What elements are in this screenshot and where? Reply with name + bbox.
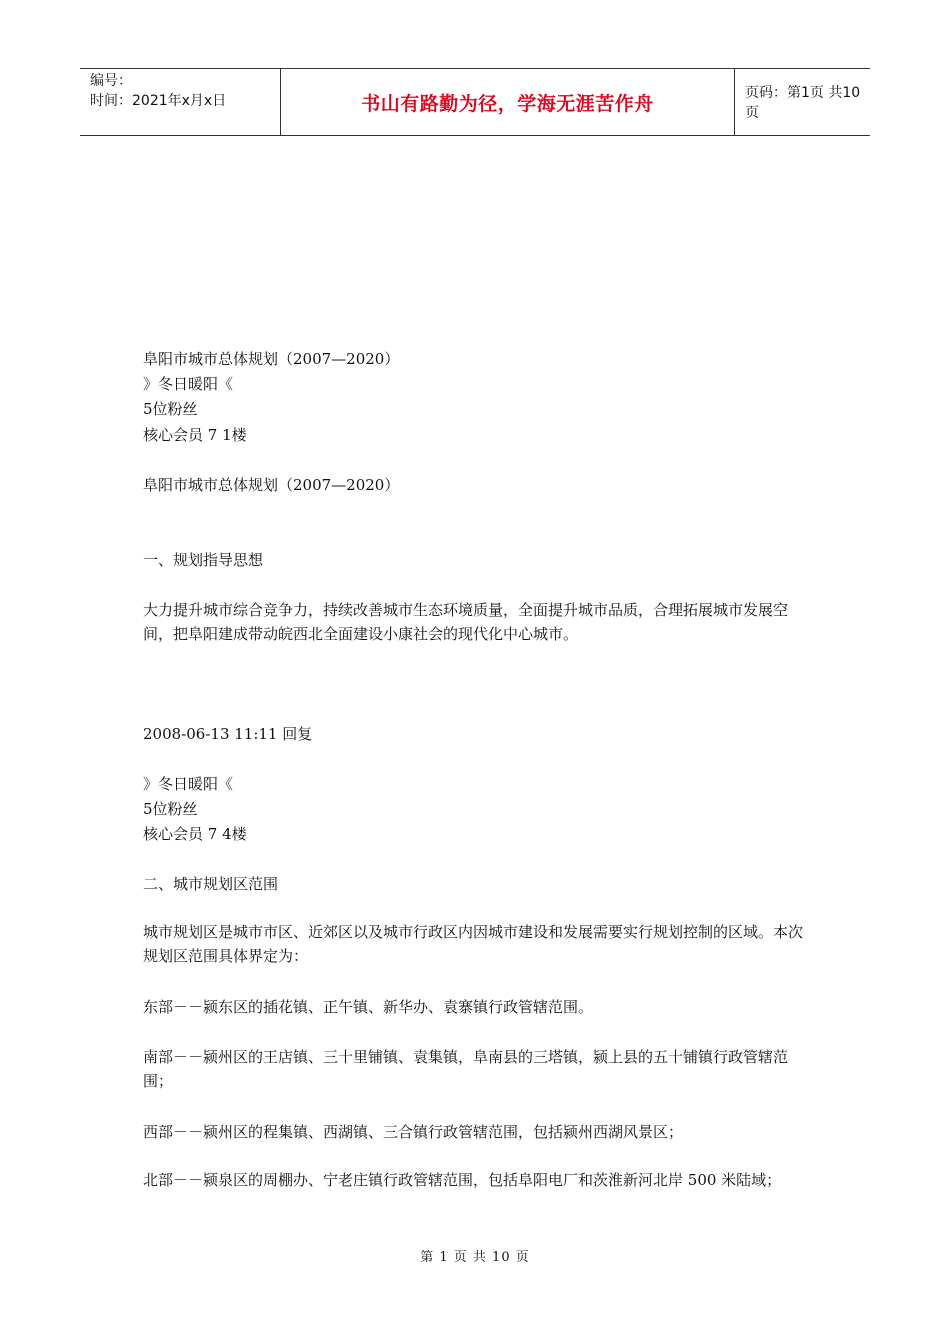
member-floor: 核心会员 7 4楼 xyxy=(143,825,247,843)
username: 》冬日暖阳《 xyxy=(143,775,234,793)
header-page-cell xyxy=(735,69,870,135)
paragraph-west: 西部－－颍州区的程集镇、西湖镇、三合镇行政管辖范围，包括颍州西湖风景区； xyxy=(143,1123,684,1141)
fans-count: 5位粉丝 xyxy=(143,400,198,418)
section-heading: 二、城市规划区范围 xyxy=(143,875,279,893)
paragraph-east: 东部－－颍东区的插花镇、正午镇、新华办、袁寨镇行政管辖范围。 xyxy=(143,998,594,1016)
header-meta-cell xyxy=(80,69,281,135)
fans-count: 5位粉丝 xyxy=(143,800,198,818)
paragraph-south: 南部－－颍州区的王店镇、三十里铺镇、袁集镇，阜南县的三塔镇，颍上县的五十铺镇行政管辖范围； xyxy=(143,1048,789,1090)
paragraph: 大力提升城市综合竞争力，持续改善城市生态环境质量，全面提升城市品质，合理拓展城市发展空间，把阜阳建成带动皖西北全面建设小康社会的现代化中心城市。 xyxy=(143,601,789,643)
page-info: 页码：第1页 共10页 xyxy=(745,85,861,121)
document-header xyxy=(80,68,870,136)
header-motto-cell xyxy=(281,69,735,135)
date-label: 时间：2021年x月x日 xyxy=(90,93,227,109)
username: 》冬日暖阳《 xyxy=(143,375,234,393)
doc-title: 阜阳市城市总体规划（2007—2020） xyxy=(143,350,400,368)
paragraph-north: 北部－－颍泉区的周棚办、宁老庄镇行政管辖范围，包括阜阳电厂和茨淮新河北岸 500 米陆域； xyxy=(143,1171,782,1189)
motto: 书山有路勤为径，学海无涯苦作舟 xyxy=(361,92,654,115)
reply-timestamp: 2008-06-13 11:11 回复 xyxy=(143,725,313,743)
paragraph: 城市规划区是城市市区、近郊区以及城市行政区内因城市建设和发展需要实行规划控制的区域。本次规划区范围具体界定为： xyxy=(143,923,804,965)
page-footer: 第 1 页 共 10 页 xyxy=(420,1250,530,1265)
serial-number-label: 编号： xyxy=(90,73,132,89)
member-floor: 核心会员 7 1楼 xyxy=(143,426,247,444)
section-heading: 一、规划指导思想 xyxy=(143,551,264,569)
doc-title-repeat: 阜阳市城市总体规划（2007—2020） xyxy=(143,476,400,494)
